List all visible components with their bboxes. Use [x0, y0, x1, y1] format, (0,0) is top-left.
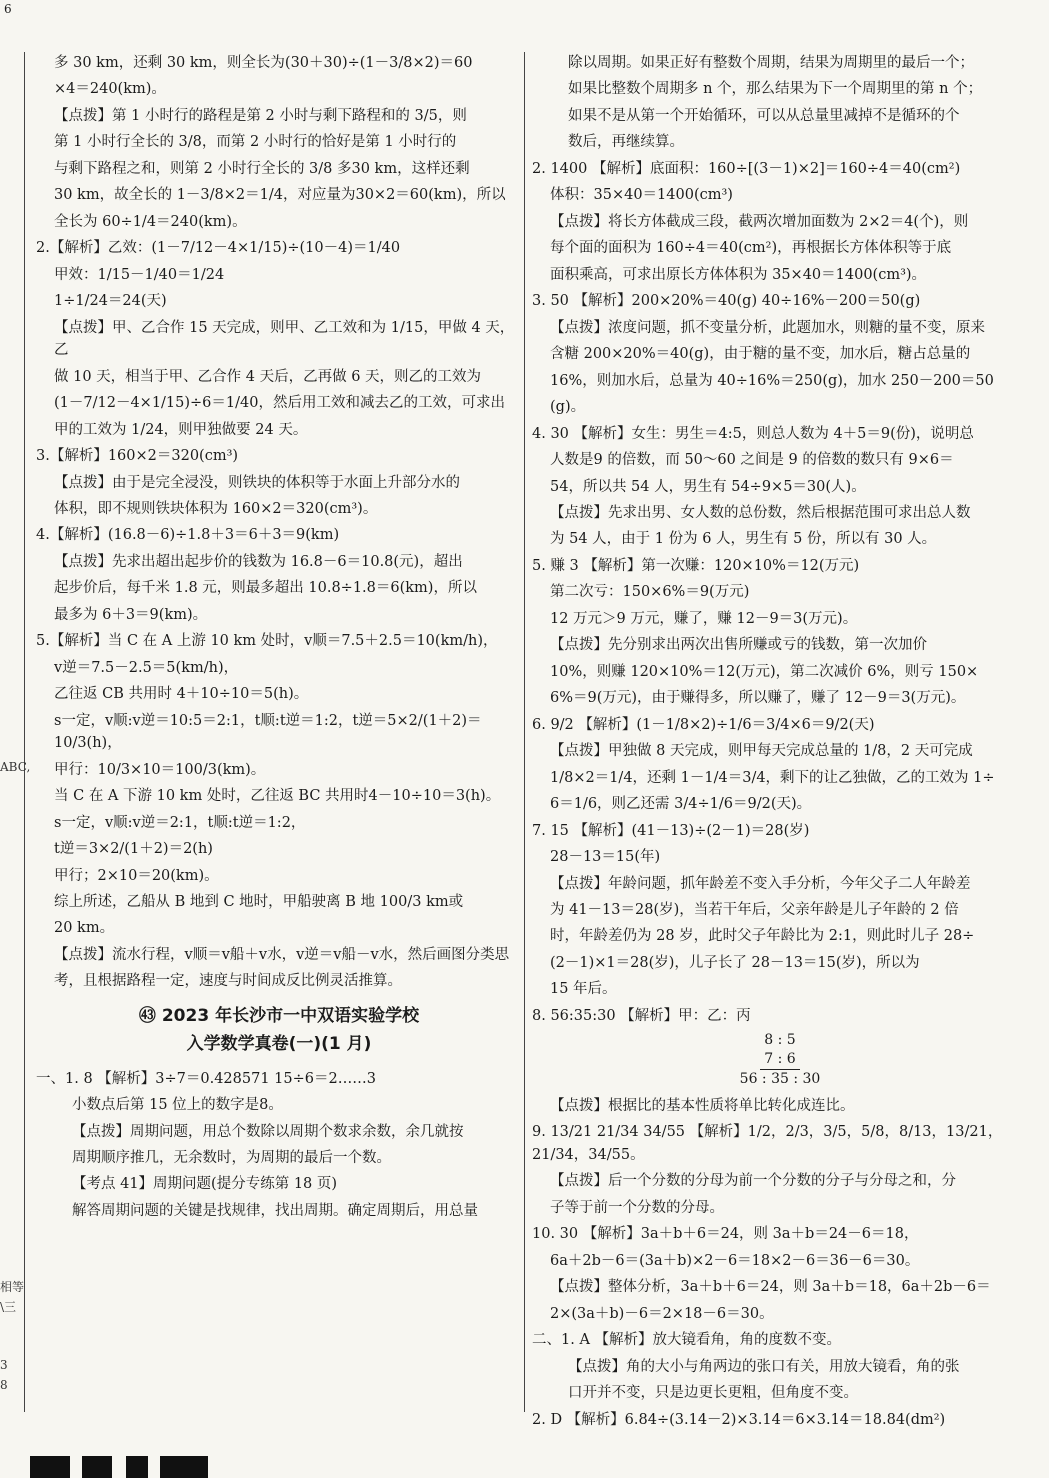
- answer-line: 【点拨】流水行程，v顺＝v船＋v水，v逆＝v船－v水，然后画图分类思: [54, 946, 510, 963]
- answer-line: 与剩下路程之和，则第 2 小时行全长的 3/8 多30 km，这样还剩: [54, 160, 470, 177]
- answer-line: 人数是9 的倍数，而 50～60 之间是 9 的倍数的数只有 9×6＝: [550, 452, 954, 469]
- answer-line: 口开并不变，只是边更长更粗，但角度不变。: [568, 1385, 858, 1402]
- answer-line: 甲行；2×10＝20(km)。: [54, 867, 219, 884]
- answer-line: 10%，则赚 120×10%＝12(万元)，第二次减价 6%，则亏 150×: [550, 663, 979, 680]
- answer-line: 第二次亏：150×6%＝9(万元): [550, 584, 750, 601]
- answer-line: 含糖 200×20%＝40(g)，由于糖的量不变，加水后，糖占总量的: [550, 346, 971, 363]
- answer-line: 一、1. 8 【解析】3÷7＝0.428571 15÷6＝2……3: [36, 1070, 376, 1087]
- answer-line: 9. 13/21 21/34 34/55 【解析】1/2，2/3，3/5，5/8，8/13，13/21，21/34，34/55。: [532, 1124, 1003, 1163]
- answer-line: 数后，再继续算。: [568, 134, 684, 151]
- answer-line: 为 41－13＝28(岁)，当若干年后，父亲年龄是儿子年龄的 2 倍: [550, 902, 959, 918]
- answer-line: 当 C 在 A 下游 10 km 处时，乙往返 BC 共用时4－10÷10＝3(h)。: [54, 788, 501, 805]
- answer-line: 【点拨】根据比的基本性质将单比转化成连比。: [550, 1098, 855, 1115]
- answer-line: 3.【解析】160×2＝320(cm³): [36, 448, 239, 465]
- edge-fragment: ABC,: [0, 760, 31, 774]
- left-column: [36, 52, 522, 1226]
- answer-line: 5. 赚 3 【解析】第一次赚：120×10%＝12(万元): [532, 557, 860, 574]
- answer-line: 6%＝9(万元)，由于赚得多，所以赚了，赚了 12－9＝3(万元)。: [550, 690, 966, 707]
- answer-line: 2.【解析】乙效：(1－7/12－4×1/15)÷(10－4)＝1/40: [36, 240, 401, 257]
- answer-line: 多 30 km，还剩 30 km，则全长为(30＋30)÷(1－3/8×2)＝60: [54, 55, 473, 71]
- answer-line: 【点拨】将长方体截成三段，截两次增加面数为 2×2＝4(个)，则: [550, 213, 969, 230]
- ratio-line: 8 : 5: [764, 1032, 796, 1049]
- answer-line: 除以周期。如果正好有整数个周期，结果为周期里的最后一个；: [568, 55, 974, 71]
- answer-line: 【点拨】整体分析，3a＋b＋6＝24，则 3a＋b＝18，6a＋2b－6＝: [550, 1279, 991, 1296]
- ratio-working: [532, 1031, 1028, 1089]
- answer-line: v逆＝7.5－2.5＝5(km/h)，: [54, 659, 239, 676]
- answer-line: 【点拨】第 1 小时行的路程是第 2 小时与剩下路程和的 3/5，则: [54, 107, 467, 124]
- answer-line: 甲的工效为 1/24，则甲独做要 24 天。: [54, 421, 308, 438]
- section-subtitle: 入学数学真卷(一)(1 月): [186, 1034, 372, 1055]
- answer-line: 乙往返 CB 共用时 4＋10÷10＝5(h)。: [54, 686, 309, 703]
- answer-line: 小数点后第 15 位上的数字是8。: [72, 1097, 283, 1114]
- answer-line: 4. 30 【解析】女生：男生＝4:5，则总人数为 4＋5＝9(份)，说明总: [532, 425, 974, 442]
- ratio-line: 56 : 35 : 30: [739, 1071, 821, 1088]
- answer-line: 8. 56:35:30 【解析】甲：乙：丙: [532, 1007, 751, 1024]
- right-answer-lines-after-ratio: [532, 1095, 1028, 1431]
- answer-line: 【点拨】周期问题，用总个数除以周期个数求余数，余几就按: [72, 1123, 464, 1140]
- ratio-line: 7 : 6: [760, 1050, 799, 1070]
- answer-line: 6＝1/6，则乙还需 3/4÷1/6＝9/2(天)。: [550, 796, 812, 813]
- answer-line: 16%，则加水后，总量为 40÷16%＝250(g)，加水 250－200＝50: [550, 372, 994, 389]
- answer-line: 做 10 天，相当于甲、乙合作 4 天后，乙再做 6 天，则乙的工效为: [54, 368, 482, 385]
- footer-decoration: [30, 1450, 230, 1478]
- answer-line: 体积：35×40＝1400(cm³): [550, 187, 733, 204]
- answer-line: 15 年后。: [550, 981, 617, 998]
- answer-line: s一定，v顺:v逆＝10:5＝2:1，t顺:t逆＝1:2，t逆＝5×2/(1＋2)＝10/3(h)，: [54, 712, 482, 752]
- answer-line: 2×(3a＋b)－6＝2×18－6＝30。: [550, 1305, 774, 1322]
- answer-line: 2. D 【解析】6.84÷(3.14－2)×3.14＝6×3.14＝18.84(dm²): [532, 1411, 946, 1428]
- answer-line: 甲效：1/15－1/40＝1/24: [54, 266, 225, 283]
- answer-line: 最多为 6＋3＝9(km)。: [54, 606, 208, 623]
- answer-line: 5.【解析】当 C 在 A 上游 10 km 处时，v顺＝7.5＋2.5＝10(km/h)，: [36, 633, 498, 650]
- answer-line: 解答周期问题的关键是找规律，找出周期。确定周期后，用总量: [72, 1202, 478, 1219]
- page-number: 6: [4, 2, 12, 16]
- answer-line: 【点拨】甲、乙合作 15 天完成，则甲、乙工效和为 1/15，甲做 4 天，乙: [54, 319, 515, 359]
- answer-line: 时，年龄差仍为 28 岁，此时父子年龄比为 2:1，则此时儿子 28÷: [550, 928, 975, 945]
- answer-line: 20 km。: [54, 920, 115, 937]
- answer-line: 每个面的面积为 160÷4＝40(cm²)，再根据长方体体积等于底: [550, 240, 952, 257]
- right-answer-lines: [532, 52, 1028, 1027]
- answer-line: 7. 15 【解析】(41－13)÷(2－1)＝28(岁): [532, 822, 810, 839]
- answer-line: (g)。: [550, 399, 586, 416]
- right-column: [532, 52, 1028, 1435]
- answer-line: 第 1 小时行全长的 3/8，而第 2 小时行的恰好是第 1 小时行的: [54, 134, 457, 151]
- edge-fragment: \三: [0, 1300, 17, 1314]
- answer-line: 为 54 人，由于 1 份为 6 人，男生有 5 份，所以有 30 人。: [550, 531, 937, 548]
- answer-line: 【点拨】角的大小与角两边的张口有关，用放大镜看，角的张: [568, 1358, 960, 1375]
- answer-line: 【点拨】先求出男、女人数的总份数，然后根据范围可求出总人数: [550, 504, 971, 521]
- edge-fragment: 相等: [0, 1280, 25, 1294]
- answer-line: 4.【解析】(16.8－6)÷1.8＋3＝6＋3＝9(km): [36, 527, 340, 544]
- left-margin-rule: [24, 52, 25, 1412]
- answer-line: 【点拨】先分别求出两次出售所赚或亏的钱数，第一次加价: [550, 637, 927, 654]
- answer-line: 如果比整数个周期多 n 个，那么结果为下一个周期里的第 n 个；: [568, 81, 983, 98]
- left-answer-lines-after-title: [36, 1068, 522, 1223]
- answer-line: 【点拨】浓度问题，抓不变量分析，此题加水，则糖的量不变，原来: [550, 319, 985, 336]
- answer-line: 10. 30 【解析】3a＋b＋6＝24，则 3a＋b＝24－6＝18，: [532, 1226, 919, 1243]
- answer-line: 【点拨】年龄问题，抓年龄差不变入手分析，今年父子二人年龄差: [550, 875, 971, 892]
- answer-line: 【点拨】甲独做 8 天完成，则甲每天完成总量的 1/8，2 天可完成: [550, 743, 973, 760]
- answer-line: 3. 50 【解析】200×20%＝40(g) 40÷16%－200＝50(g): [532, 293, 921, 310]
- section-title: ㊸ 2023 年长沙市一中双语实验学校: [138, 1005, 420, 1026]
- answer-line: 12 万元＞9 万元，赚了，赚 12－9＝3(万元)。: [550, 610, 858, 627]
- answer-line: 6. 9/2 【解析】(1－1/8×2)÷1/6＝3/4×6＝9/2(天): [532, 716, 875, 733]
- answer-line: 【点拨】由于是完全浸没，则铁块的体积等于水面上升部分水的: [54, 474, 460, 491]
- answer-line: (2－1)×1＝28(岁)，儿子长了 28－13＝15(岁)，所以为: [550, 954, 920, 971]
- answer-line: 30 km，故全长的 1－3/8×2＝1/4，对应量为30×2＝60(km)，所以: [54, 187, 506, 204]
- answer-line: 【点拨】先求出超出起步价的钱数为 16.8－6＝10.8(元)，超出: [54, 553, 463, 570]
- answer-line: 二、1. A 【解析】放大镜看角，角的度数不变。: [532, 1332, 842, 1349]
- answer-line: 周期顺序推几，无余数时，为周期的最后一个数。: [72, 1149, 391, 1166]
- answer-line: 全长为 60÷1/4＝240(km)。: [54, 213, 247, 230]
- column-divider: [524, 52, 525, 1412]
- answer-line: 如果不是从第一个开始循环，可以从总量里减掉不是循环的个: [568, 107, 960, 124]
- answer-line: 面积乘高，可求出原长方体体积为 35×40＝1400(cm³)。: [550, 266, 927, 283]
- answer-line: 起步价后，每千米 1.8 元，则最多超出 10.8÷1.8＝6(km)，所以: [54, 580, 477, 597]
- answer-line: 28－13＝15(年): [550, 849, 661, 866]
- answer-line: (1－7/12－4×1/15)÷6＝1/40，然后用工效和减去乙的工效，可求出: [54, 395, 505, 412]
- edge-fragment: 8: [0, 1378, 8, 1392]
- answer-line: 考，且根据路程一定，速度与时间成反比例灵活推算。: [54, 973, 402, 990]
- left-answer-lines: [36, 52, 522, 993]
- answer-line: t逆＝3×2/(1＋2)＝2(h): [54, 841, 213, 858]
- answer-line: 54，所以共 54 人，男生有 54÷9×5＝30(人)。: [550, 478, 866, 495]
- edge-fragment: 3: [0, 1358, 8, 1372]
- answer-line: 1/8×2＝1/4，还剩 1－1/4＝3/4，剩下的让乙独做，乙的工效为 1÷: [550, 769, 995, 786]
- answer-line: 2. 1400 【解析】底面积：160÷[(3－1)×2]＝160÷4＝40(cm²): [532, 160, 961, 177]
- answer-line: 6a＋2b－6＝(3a＋b)×2－6＝18×2－6＝36－6＝30。: [550, 1252, 920, 1269]
- answer-line: ×4＝240(km)。: [54, 81, 166, 98]
- answer-line: 1÷1/24＝24(天): [54, 293, 167, 310]
- answer-line: 子等于前一个分数的分母。: [550, 1199, 724, 1216]
- answer-line: 【考点 41】周期问题(提分专练第 18 页): [72, 1176, 338, 1193]
- answer-line: 甲行：10/3×10＝100/3(km)。: [54, 761, 266, 778]
- answer-line: 【点拨】后一个分数的分母为前一个分数的分子与分母之和，分: [550, 1173, 956, 1190]
- answer-line: 综上所述，乙船从 B 地到 C 地时，甲船驶离 B 地 100/3 km或: [54, 894, 464, 910]
- answer-line: 体积，即不规则铁块体积为 160×2＝320(cm³)。: [54, 500, 378, 517]
- answer-line: s一定，v顺:v逆＝2:1，t顺:t逆＝1:2，: [54, 814, 306, 831]
